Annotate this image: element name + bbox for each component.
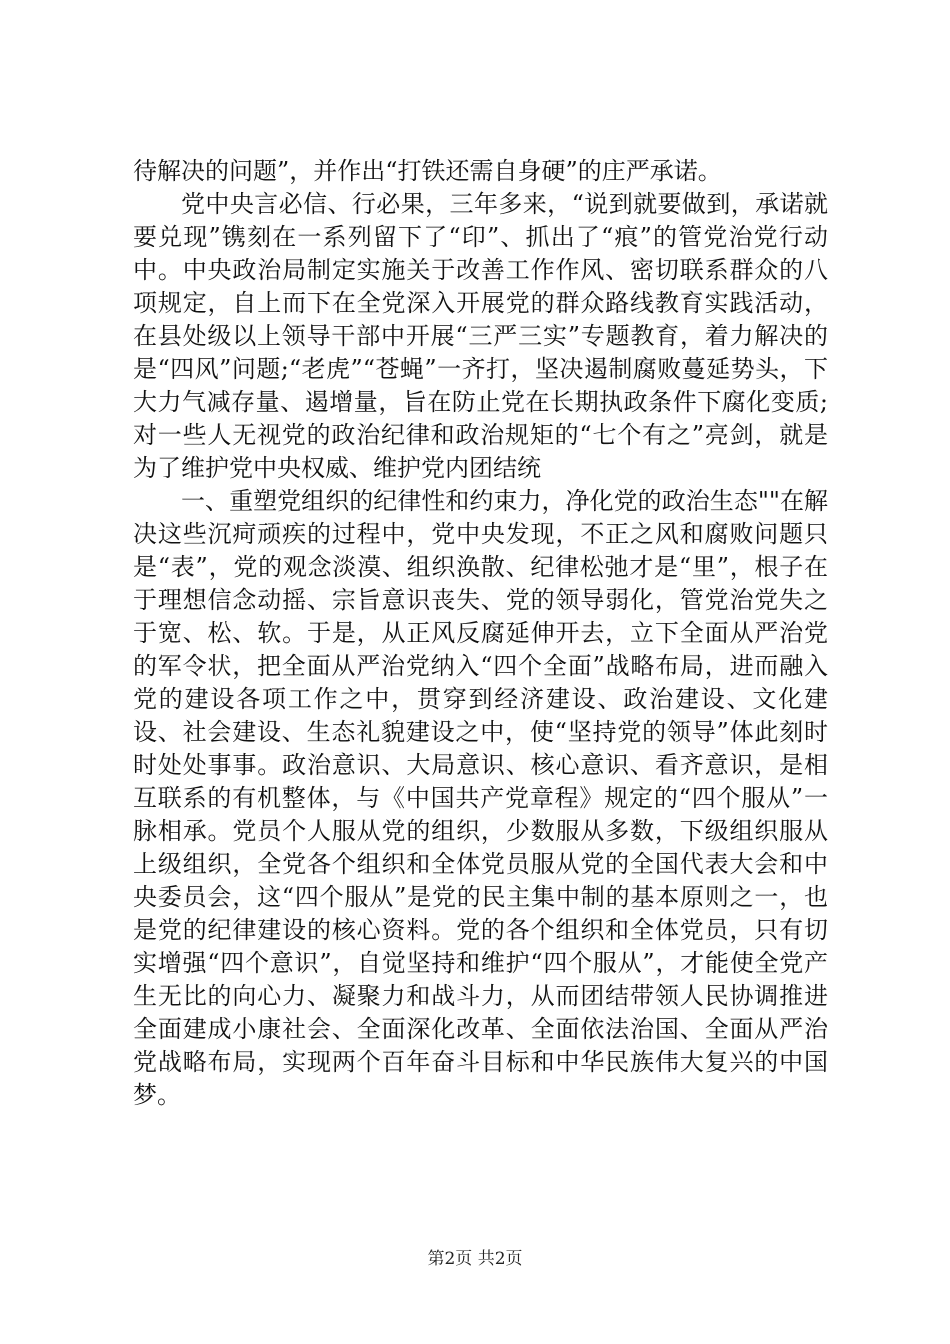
paragraph-section-one: 一、重塑党组织的纪律性和约束力，净化党的政治生态""在解决这些沉疴顽疾的过程中，党中央发现，不正之风和腐败问题只是“表”，党的观念淡漠、组织涣散、纪律松弛才是“里”，根子在于理想信念动摇、宗旨意识丧失、党的领导弱化，管党治党失之于宽、松、软。于是，从正风反腐延伸开去，立下全面从严治党的军令状，把全面从严治党纳入“四个全面”战略布局，进而融入党的建设各项工作之中，贯穿到经济建设、政治建设、文化建设、社会建设、生态礼貌建设之中，使“坚持党的领导”体此刻时时处处事事。政治意识、大局意识、核心意识、看齐意识，是相互联系的有机整体，与《中国共产党章程》规定的“四个服从”一脉相承。党员个人服从党的组织，少数服从多数，下级组织服从上级组织，全党各个组织和全体党员服从党的全国代表大会和中央委员会，这“四个服从”是党的民主集中制的基本原则之一，也是党的纪律建设的核心资料。党的各个组织和全体党员，只有切实增强“四个意识”，自觉坚持和维护“四个服从”，才能使全党产生无比的向心力、凝聚力和战斗力，从而团结带领人民协调推进全面建成小康社会、全面深化改革、全面依法治国、全面从严治党战略布局，实现两个百年奋斗目标和中华民族伟大复兴的中国梦。 [133,487,828,1109]
paragraph-commitment: 党中央言必信、行必果，三年多来，“说到就要做到，承诺就要兑现”镌刻在一系列留下了“印”、抓出了“痕”的管党治党行动中。中央政治局制定实施关于改善工作作风、密切联系群众的八项规定，自上而下在全党深入开展党的群众路线教育实践活动，在县处级以上领导干部中开展“三严三实”专题教育，着力解决的是“四风”问题;“老虎”“苍蝇”一齐打，坚决遏制腐败蔓延势头，下大力气减存量、遏增量，旨在防止党在长期执政条件下腐化变质;对一些人无视党的政治纪律和政治规矩的“七个有之”亮剑，就是为了维护党中央权威、维护党内团结统 [133,190,828,482]
document-body [133,155,828,1112]
paragraph-continuation: 待解决的问题”，并作出“打铁还需自身硬”的庄严承诺。 [133,157,722,185]
page-number-footer: 第2页 共2页 [427,1249,523,1269]
